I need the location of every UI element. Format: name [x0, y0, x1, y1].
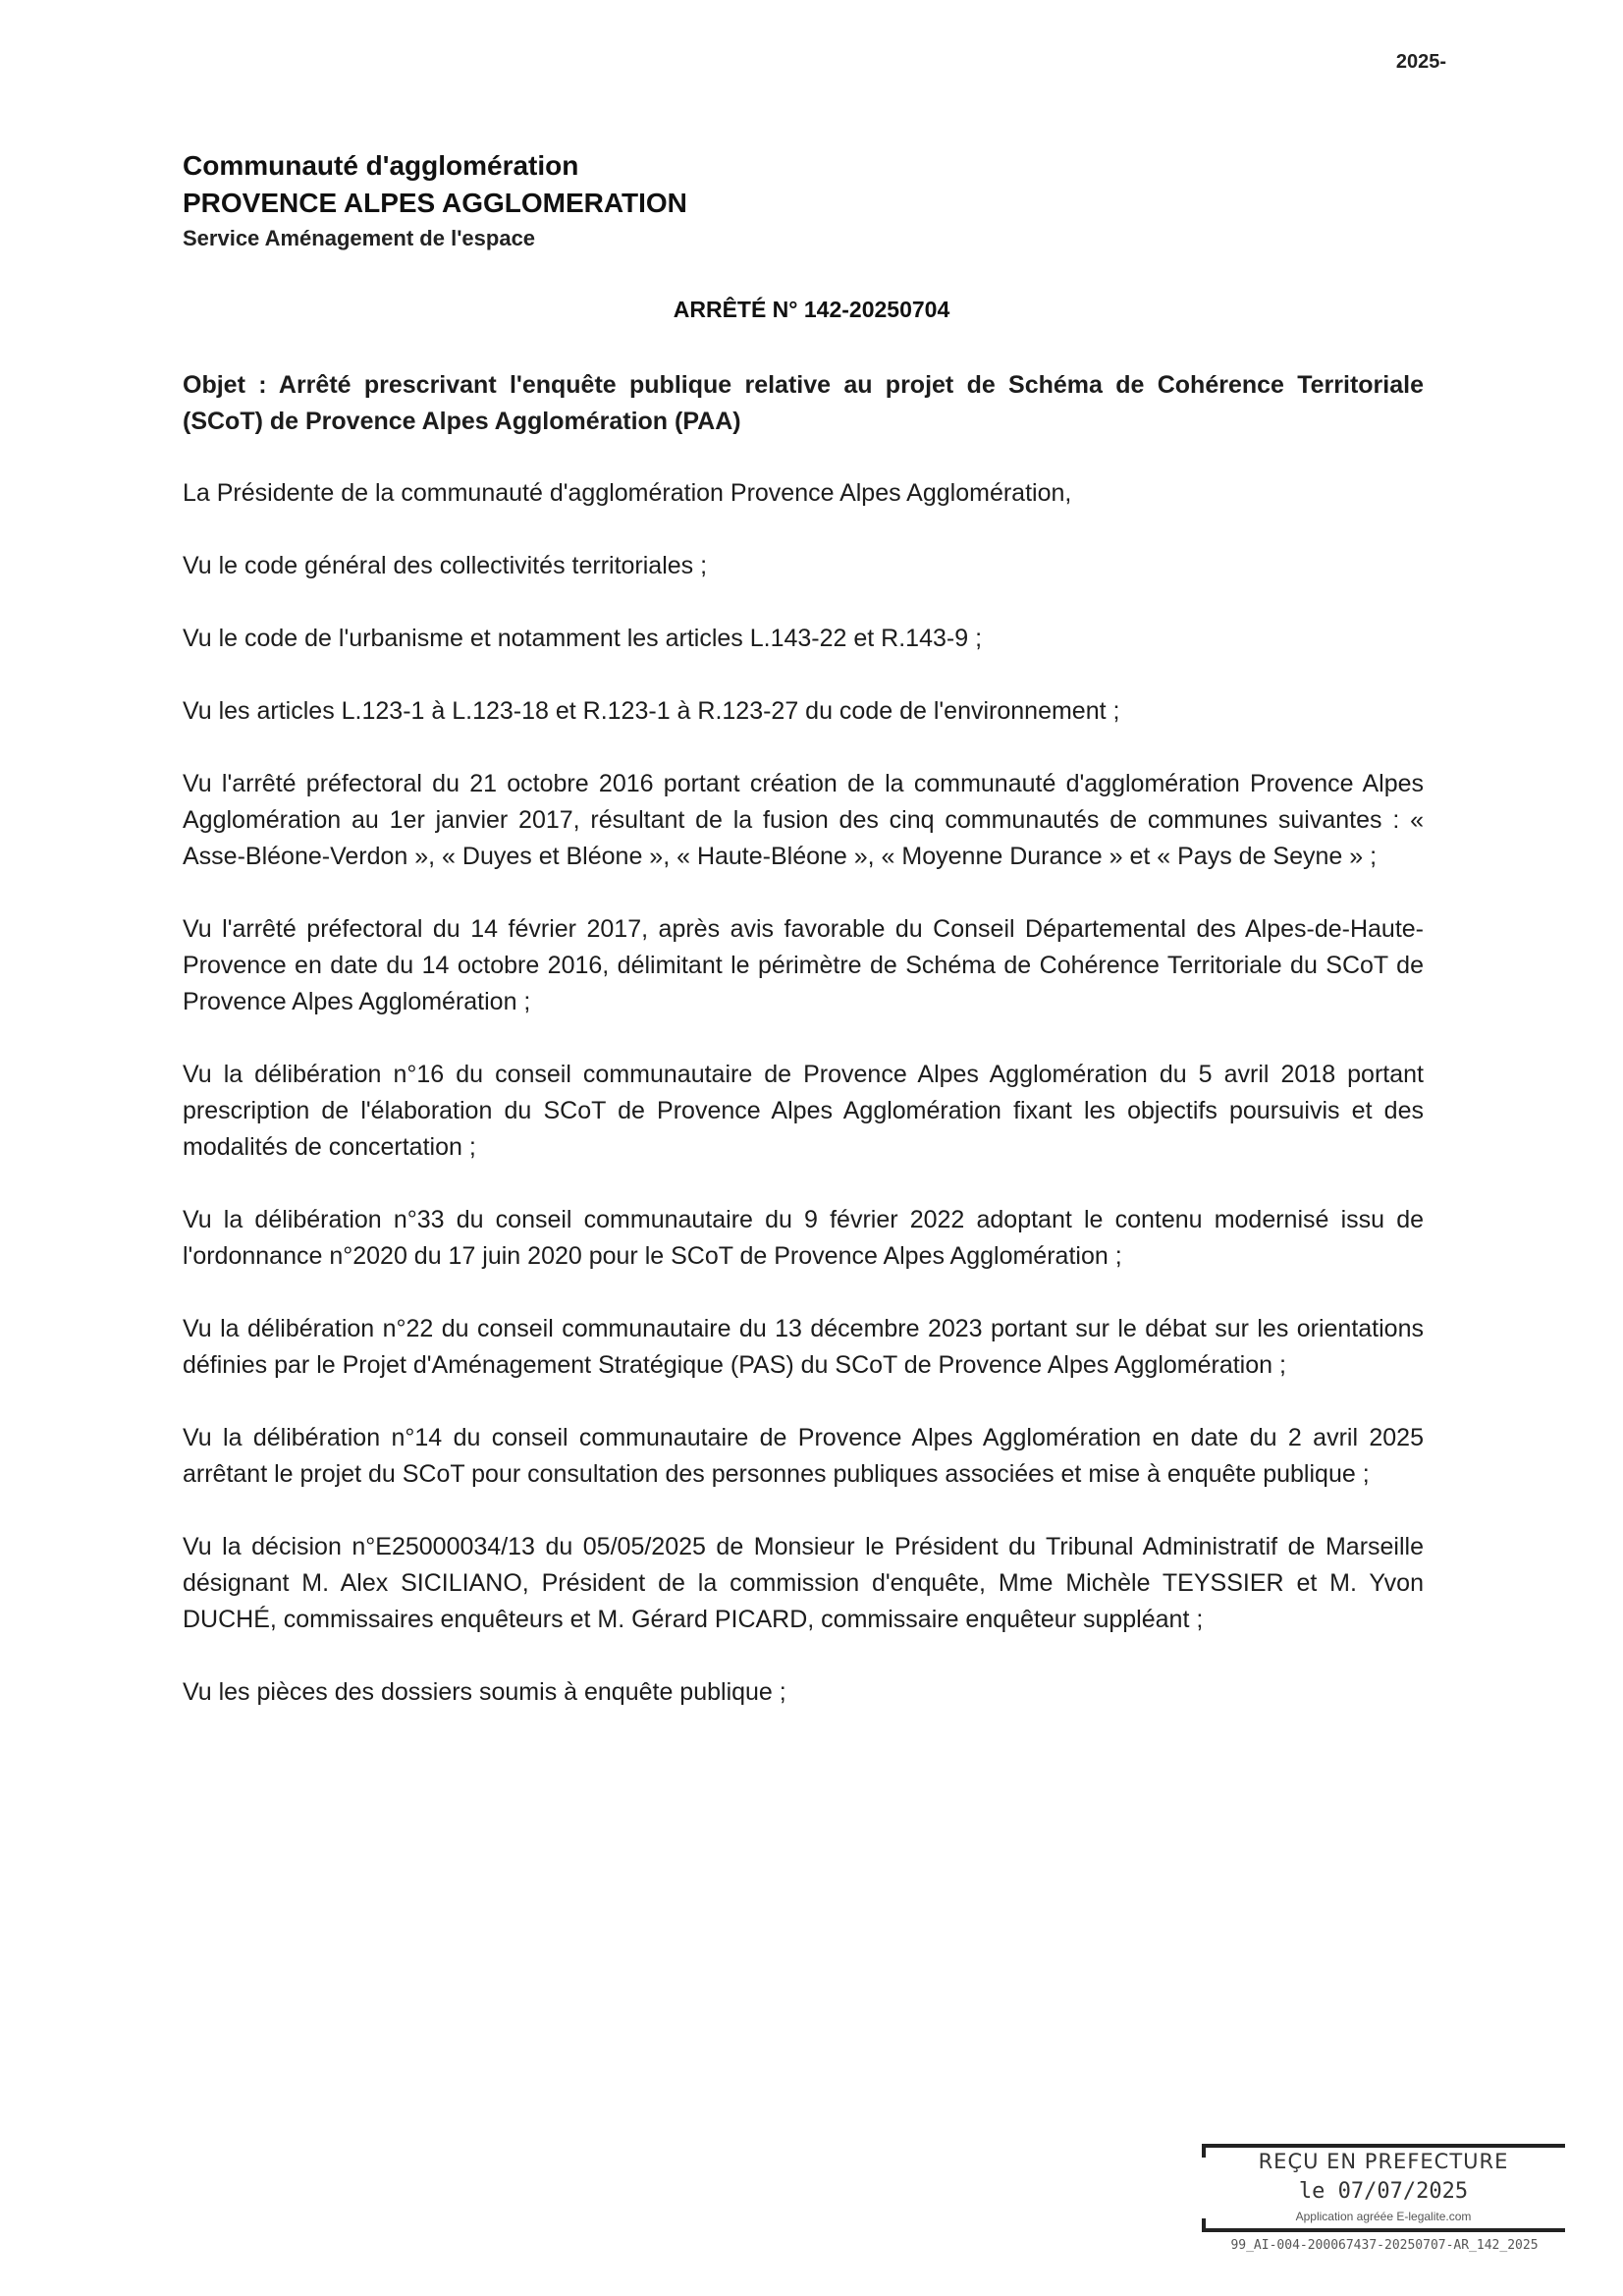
visa-code-environnement: Vu les articles L.123-1 à L.123-18 et R.123-1 à R.123-27 du code de l'environnement ; — [183, 697, 1120, 725]
objet-paragraph: Objet : Arrêté prescrivant l'enquête publique relative au projet de Schéma de Cohérence Territoriale (SCoT) de Provence Alpes Agglomération (PAA) — [183, 371, 1424, 435]
letterhead — [183, 147, 1420, 255]
visa-deliberation-33: Vu la délibération n°33 du conseil communautaire du 9 février 2022 adoptant le contenu modernisé issu de l'ordonnance n°2020 du 17 juin 2020 pour le SCoT de Provence Alpes Agglomération ; — [183, 1206, 1424, 1270]
stamp-title: REÇU EN PREFECTURE — [1258, 2150, 1509, 2173]
document-body — [183, 367, 1424, 1747]
visa-deliberation-16: Vu la délibération n°16 du conseil communautaire de Provence Alpes Agglomération du 5 avril 2018 portant prescription de l'élaboration du SCoT de Provence Alpes Agglomération fixant les objectifs poursuivis et des modalités de concertation ; — [183, 1061, 1424, 1161]
organization-type: Communauté d'agglomération — [183, 150, 579, 181]
stamp-application: Application agréée E-legalite.com — [1295, 2210, 1472, 2223]
stamp-date: le 07/07/2025 — [1298, 2179, 1469, 2204]
service-name: Service Aménagement de l'espace — [183, 226, 536, 250]
preamble-president: La Présidente de la communauté d'agglomération Provence Alpes Agglomération, — [183, 479, 1072, 507]
visa-pieces-dossiers: Vu les pièces des dossiers soumis à enquête publique ; — [183, 1678, 786, 1706]
visa-arrete-perimetre: Vu l'arrêté préfectoral du 14 février 2017, après avis favorable du Conseil Départemental des Alpes-de-Haute-Provence en date du 14 octobre 2016, délimitant le périmètre de Schéma de Cohérence Territoriale du SCoT de Provence Alpes Agglomération ; — [183, 915, 1424, 1015]
visa-cgct: Vu le code général des collectivités territoriales ; — [183, 552, 708, 579]
visa-arrete-creation: Vu l'arrêté préfectoral du 21 octobre 2016 portant création de la communauté d'agglomération Provence Alpes Agglomération au 1er janvier 2017, résultant de la fusion des cinq communautés de communes suivantes : « Asse-Bléone-Verdon », « Duyes et Bléone », « Haute-Bléone », « Moyenne Durance » et « Pays de Seyne » ; — [183, 770, 1424, 870]
stamp-border-bottom — [1202, 2228, 1565, 2232]
visa-deliberation-14: Vu la délibération n°14 du conseil communautaire de Provence Alpes Agglomération en date du 2 avril 2025 arrêtant le projet du SCoT pour consultation des personnes publiques associées et mise à enquête publique ; — [183, 1424, 1424, 1488]
stamp-border-corner — [1202, 2218, 1206, 2232]
stamp-border-top — [1202, 2144, 1565, 2148]
visa-deliberation-22: Vu la délibération n°22 du conseil communautaire du 13 décembre 2023 portant sur le débat sur les orientations définies par le Projet d'Aménagement Stratégique (PAS) du SCoT de Provence Alpes Agglomération ; — [183, 1315, 1424, 1379]
visa-code-urbanisme: Vu le code de l'urbanisme et notamment les articles L.143-22 et R.143-9 ; — [183, 625, 983, 652]
stamp-reference-id: 99_AI-004-200067437-20250707-AR_142_2025 — [1230, 2238, 1539, 2253]
organization-name: PROVENCE ALPES AGGLOMERATION — [183, 188, 687, 218]
prefecture-reception-stamp — [1202, 2144, 1565, 2260]
page-number: 2025- — [1395, 51, 1446, 73]
document-title: ARRÊTÉ N° 142-20250704 — [673, 297, 950, 322]
visa-decision-tribunal: Vu la décision n°E25000034/13 du 05/05/2025 de Monsieur le Président du Tribunal Administratif de Marseille désignant M. Alex SICILIANO, Président de la commission d'enquête, Mme Michèle TEYSSIER et M. Yvon DUCHÉ, commissaires enquêteurs et M. Gérard PICARD, commissaire enquêteur suppléant ; — [183, 1533, 1424, 1633]
